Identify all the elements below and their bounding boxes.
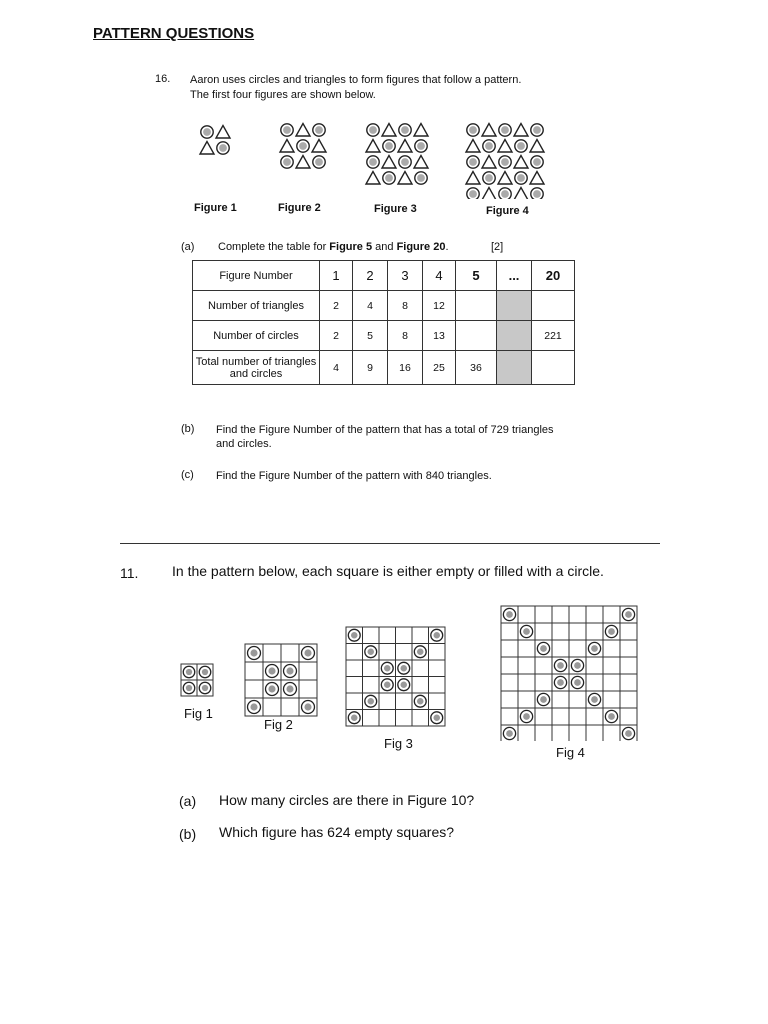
table-cell: 8 bbox=[388, 321, 423, 351]
circle-shading bbox=[401, 158, 409, 166]
table-cell: 2 bbox=[320, 321, 353, 351]
grid-square bbox=[379, 710, 396, 727]
grid-circle-shading bbox=[367, 648, 374, 655]
triangle-shape bbox=[466, 172, 480, 185]
part-a-bold-figure5: Figure 5 bbox=[329, 241, 373, 253]
grid-square bbox=[552, 640, 569, 657]
fig-1-caption: Fig 1 bbox=[184, 706, 213, 721]
grid-square bbox=[412, 627, 429, 644]
table-header-cell: 5 bbox=[456, 261, 497, 291]
section-divider bbox=[120, 543, 660, 544]
grid-square bbox=[586, 674, 603, 691]
table-header-cell: 3 bbox=[388, 261, 423, 291]
fig-3-caption: Fig 3 bbox=[384, 736, 413, 751]
page-title: PATTERN QUESTIONS bbox=[93, 25, 255, 42]
part-c-text: Find the Figure Number of the pattern with 840 triangles. bbox=[216, 470, 492, 482]
grid-square bbox=[552, 606, 569, 623]
grid-circle-shading bbox=[625, 611, 632, 618]
triangle-shape bbox=[398, 172, 412, 185]
grid-square bbox=[603, 657, 620, 674]
grid-circle-shading bbox=[540, 696, 547, 703]
grid-square bbox=[586, 725, 603, 741]
grid-square bbox=[518, 725, 535, 741]
table-header-cell: 1 bbox=[320, 261, 353, 291]
grid-square bbox=[586, 623, 603, 640]
circle-shading bbox=[469, 158, 477, 166]
grid-circle-shading bbox=[417, 698, 424, 705]
grid-square bbox=[501, 691, 518, 708]
grid-circle-shading bbox=[286, 685, 293, 692]
circle-shading bbox=[299, 142, 307, 150]
grid-square bbox=[620, 691, 637, 708]
grid-circle-shading bbox=[268, 667, 275, 674]
part-a-text-pre: Complete the table for bbox=[218, 241, 330, 253]
grid-square bbox=[263, 644, 281, 662]
grid-circle-shading bbox=[523, 628, 530, 635]
table-header-cell: ... bbox=[497, 261, 532, 291]
grid-circle-shading bbox=[186, 669, 192, 675]
grid-circle-shading bbox=[400, 665, 407, 672]
grid-square bbox=[569, 691, 586, 708]
grid-circle-shading bbox=[400, 681, 407, 688]
grid-circle-shading bbox=[608, 713, 615, 720]
grid-square bbox=[379, 627, 396, 644]
grid-square bbox=[518, 606, 535, 623]
grid-square bbox=[535, 674, 552, 691]
table-cell: 8 bbox=[388, 291, 423, 321]
circle-shading bbox=[369, 126, 377, 134]
grid-square bbox=[501, 657, 518, 674]
figure-1-label: Figure 1 bbox=[194, 202, 237, 214]
grid-square bbox=[299, 680, 317, 698]
grid-square bbox=[552, 691, 569, 708]
grid-circle-shading bbox=[557, 662, 564, 669]
circle-shading bbox=[417, 174, 425, 182]
table-row-label: Number of triangles bbox=[193, 291, 320, 321]
grid-square bbox=[363, 677, 380, 694]
grid-square bbox=[535, 623, 552, 640]
grid-square bbox=[412, 710, 429, 727]
grid-square bbox=[620, 674, 637, 691]
circle-shading bbox=[469, 126, 477, 134]
grid-circle-shading bbox=[351, 714, 358, 721]
circle-shading bbox=[283, 126, 291, 134]
grid-square bbox=[603, 691, 620, 708]
grid-circle-shading bbox=[574, 662, 581, 669]
grid-circle-shading bbox=[608, 628, 615, 635]
circle-shading bbox=[283, 158, 291, 166]
question-16-intro-line2: The first four figures are shown below. bbox=[190, 89, 376, 101]
grid-square bbox=[535, 657, 552, 674]
triangle-shape bbox=[414, 156, 428, 169]
triangle-shape bbox=[530, 140, 544, 153]
grid-square bbox=[501, 708, 518, 725]
answer-cell[interactable] bbox=[532, 291, 575, 321]
table-row bbox=[193, 291, 575, 321]
grid-circle-shading bbox=[433, 632, 440, 639]
q11-part-a-text: How many circles are there in Figure 10? bbox=[219, 792, 475, 808]
fig-3-grid bbox=[345, 626, 453, 732]
triangle-shape bbox=[498, 140, 512, 153]
grid-square bbox=[412, 677, 429, 694]
question-11-number: 11. bbox=[120, 565, 139, 581]
triangle-shape bbox=[482, 156, 496, 169]
circle-shading bbox=[533, 190, 541, 198]
grid-square bbox=[363, 660, 380, 677]
part-b-label: (b) bbox=[181, 423, 195, 435]
grid-circle-shading bbox=[557, 679, 564, 686]
triangle-shape bbox=[382, 156, 396, 169]
table-cell: 12 bbox=[423, 291, 456, 321]
circle-shading bbox=[401, 126, 409, 134]
table-cell: 2 bbox=[320, 291, 353, 321]
grid-square bbox=[569, 606, 586, 623]
grid-square bbox=[281, 644, 299, 662]
grid-square bbox=[346, 660, 363, 677]
table-cell bbox=[497, 291, 532, 321]
grid-square bbox=[569, 623, 586, 640]
grid-square bbox=[620, 657, 637, 674]
grid-circle-shading bbox=[506, 730, 513, 737]
triangle-shape bbox=[482, 124, 496, 137]
triangle-shape bbox=[514, 156, 528, 169]
grid-square bbox=[518, 640, 535, 657]
circle-shading bbox=[315, 158, 323, 166]
answer-cell[interactable] bbox=[532, 351, 575, 385]
table-cell: 9 bbox=[353, 351, 388, 385]
circle-shading bbox=[517, 174, 525, 182]
table-cell bbox=[497, 351, 532, 385]
grid-square bbox=[620, 640, 637, 657]
grid-circle-shading bbox=[506, 611, 513, 618]
triangle-shape bbox=[382, 124, 396, 137]
grid-square bbox=[569, 725, 586, 741]
question-11-intro: In the pattern below, each square is either empty or filled with a circle. bbox=[172, 563, 604, 579]
grid-circle-shading bbox=[186, 685, 192, 691]
grid-square bbox=[379, 644, 396, 661]
grid-square bbox=[346, 693, 363, 710]
grid-circle-shading bbox=[304, 703, 311, 710]
grid-square bbox=[620, 708, 637, 725]
grid-circle-shading bbox=[433, 714, 440, 721]
triangle-shape bbox=[296, 156, 310, 169]
grid-square bbox=[346, 677, 363, 694]
grid-square bbox=[363, 710, 380, 727]
table-row bbox=[193, 321, 575, 351]
grid-square bbox=[620, 623, 637, 640]
grid-square bbox=[535, 725, 552, 741]
triangle-shape bbox=[466, 140, 480, 153]
triangle-shape bbox=[398, 140, 412, 153]
grid-circle-shading bbox=[268, 685, 275, 692]
grid-square bbox=[281, 698, 299, 716]
grid-square bbox=[396, 693, 413, 710]
q11-part-b-label: (b) bbox=[179, 826, 197, 842]
part-a-marks: [2] bbox=[491, 241, 504, 253]
triangle-shape bbox=[296, 124, 310, 137]
table-cell: 16 bbox=[388, 351, 423, 385]
grid-circle-shading bbox=[202, 669, 208, 675]
grid-square bbox=[569, 708, 586, 725]
grid-square bbox=[518, 691, 535, 708]
table-header-cell: Figure Number bbox=[193, 261, 320, 291]
part-b-line2: and circles. bbox=[216, 438, 272, 450]
grid-square bbox=[346, 644, 363, 661]
grid-circle-shading bbox=[540, 645, 547, 652]
table-cell: 5 bbox=[353, 321, 388, 351]
grid-square bbox=[586, 606, 603, 623]
grid-square bbox=[552, 725, 569, 741]
circle-shading bbox=[417, 142, 425, 150]
grid-square bbox=[263, 698, 281, 716]
figure-2-label: Figure 2 bbox=[278, 202, 321, 214]
circle-shading bbox=[533, 126, 541, 134]
table-row-label: Number of circles bbox=[193, 321, 320, 351]
circle-shading bbox=[385, 142, 393, 150]
table-row bbox=[193, 351, 575, 385]
grid-circle-shading bbox=[351, 632, 358, 639]
grid-circle-shading bbox=[625, 730, 632, 737]
table-cell: 4 bbox=[320, 351, 353, 385]
grid-circle-shading bbox=[202, 685, 208, 691]
table-header-cell: 2 bbox=[353, 261, 388, 291]
grid-square bbox=[586, 657, 603, 674]
part-a-and: and bbox=[372, 241, 397, 253]
circle-shading bbox=[385, 174, 393, 182]
grid-circle-shading bbox=[304, 649, 311, 656]
part-b-line1: Find the Figure Number of the pattern that has a total of 729 triangles bbox=[216, 424, 554, 436]
part-a-bold-figure20: Figure 20 bbox=[396, 241, 446, 253]
circle-shading bbox=[369, 158, 377, 166]
table-header-cell: 20 bbox=[532, 261, 575, 291]
grid-circle-shading bbox=[574, 679, 581, 686]
grid-circle-shading bbox=[384, 665, 391, 672]
grid-square bbox=[518, 657, 535, 674]
grid-square bbox=[412, 660, 429, 677]
triangle-shape bbox=[414, 124, 428, 137]
question-16-intro-line1: Aaron uses circles and triangles to form figures that follow a pattern. bbox=[190, 74, 522, 86]
grid-square bbox=[299, 662, 317, 680]
grid-circle-shading bbox=[384, 681, 391, 688]
answer-cell[interactable] bbox=[456, 321, 497, 351]
triangle-shape bbox=[312, 140, 326, 153]
answer-cell[interactable] bbox=[456, 291, 497, 321]
circle-shading bbox=[203, 128, 211, 136]
grid-square bbox=[379, 693, 396, 710]
fig-4-grid bbox=[500, 605, 640, 746]
triangle-shape bbox=[498, 172, 512, 185]
triangle-shape bbox=[514, 188, 528, 200]
circle-shading bbox=[219, 144, 227, 152]
triangle-shape bbox=[366, 140, 380, 153]
part-c-label: (c) bbox=[181, 469, 194, 481]
table-cell: 13 bbox=[423, 321, 456, 351]
grid-circle-shading bbox=[523, 713, 530, 720]
grid-square bbox=[429, 660, 446, 677]
grid-square bbox=[535, 606, 552, 623]
grid-square bbox=[603, 640, 620, 657]
figure-2-shapes bbox=[278, 121, 330, 169]
figure-3-shapes bbox=[364, 121, 430, 185]
grid-square bbox=[429, 693, 446, 710]
circle-shading bbox=[501, 126, 509, 134]
grid-circle-shading bbox=[250, 703, 257, 710]
question-16-number: 16. bbox=[155, 73, 171, 85]
grid-square bbox=[518, 674, 535, 691]
figure-3-label: Figure 3 bbox=[374, 203, 417, 215]
figure-4-shapes bbox=[464, 121, 546, 199]
circle-shading bbox=[517, 142, 525, 150]
triangle-shape bbox=[482, 188, 496, 200]
fig-1-grid bbox=[180, 663, 214, 702]
table-cell: 25 bbox=[423, 351, 456, 385]
triangle-shape bbox=[280, 140, 294, 153]
grid-circle-shading bbox=[417, 648, 424, 655]
grid-square bbox=[501, 674, 518, 691]
fig-4-caption: Fig 4 bbox=[556, 745, 585, 760]
table-header-row bbox=[193, 261, 575, 291]
q11-part-b-text: Which figure has 624 empty squares? bbox=[219, 824, 455, 840]
grid-square bbox=[552, 708, 569, 725]
grid-square bbox=[245, 662, 263, 680]
grid-square bbox=[586, 708, 603, 725]
pattern-table bbox=[192, 260, 575, 385]
circle-shading bbox=[485, 174, 493, 182]
grid-square bbox=[396, 627, 413, 644]
grid-square bbox=[603, 674, 620, 691]
table-header-cell: 4 bbox=[423, 261, 456, 291]
grid-square bbox=[429, 644, 446, 661]
grid-square bbox=[245, 680, 263, 698]
grid-square bbox=[429, 677, 446, 694]
table-cell: 36 bbox=[456, 351, 497, 385]
grid-square bbox=[501, 623, 518, 640]
fig-2-caption: Fig 2 bbox=[264, 717, 293, 732]
triangle-shape bbox=[200, 142, 214, 155]
circle-shading bbox=[469, 190, 477, 198]
circle-shading bbox=[533, 158, 541, 166]
grid-square bbox=[501, 640, 518, 657]
circle-shading bbox=[501, 158, 509, 166]
part-a-text bbox=[218, 240, 449, 254]
grid-square bbox=[552, 623, 569, 640]
grid-square bbox=[603, 725, 620, 741]
grid-circle-shading bbox=[286, 667, 293, 674]
triangle-shape bbox=[514, 124, 528, 137]
table-cell: 4 bbox=[353, 291, 388, 321]
circle-shading bbox=[315, 126, 323, 134]
table-cell bbox=[497, 321, 532, 351]
grid-square bbox=[603, 606, 620, 623]
triangle-shape bbox=[216, 126, 230, 139]
part-a-end: . bbox=[445, 241, 449, 253]
table-cell: 221 bbox=[532, 321, 575, 351]
grid-circle-shading bbox=[250, 649, 257, 656]
grid-circle-shading bbox=[367, 698, 374, 705]
part-a-label: (a) bbox=[181, 241, 195, 253]
triangle-shape bbox=[530, 172, 544, 185]
circle-shading bbox=[501, 190, 509, 198]
fig-2-grid bbox=[244, 643, 318, 722]
grid-circle-shading bbox=[591, 645, 598, 652]
figure-1-shapes bbox=[198, 123, 238, 157]
grid-square bbox=[396, 644, 413, 661]
grid-square bbox=[396, 710, 413, 727]
table-row-label: Total number of triangles and circles bbox=[193, 351, 320, 385]
grid-square bbox=[535, 708, 552, 725]
q11-part-a-label: (a) bbox=[179, 793, 197, 809]
grid-square bbox=[569, 640, 586, 657]
circle-shading bbox=[485, 142, 493, 150]
figure-4-label: Figure 4 bbox=[486, 205, 529, 217]
grid-circle-shading bbox=[591, 696, 598, 703]
triangle-shape bbox=[366, 172, 380, 185]
grid-square bbox=[363, 627, 380, 644]
